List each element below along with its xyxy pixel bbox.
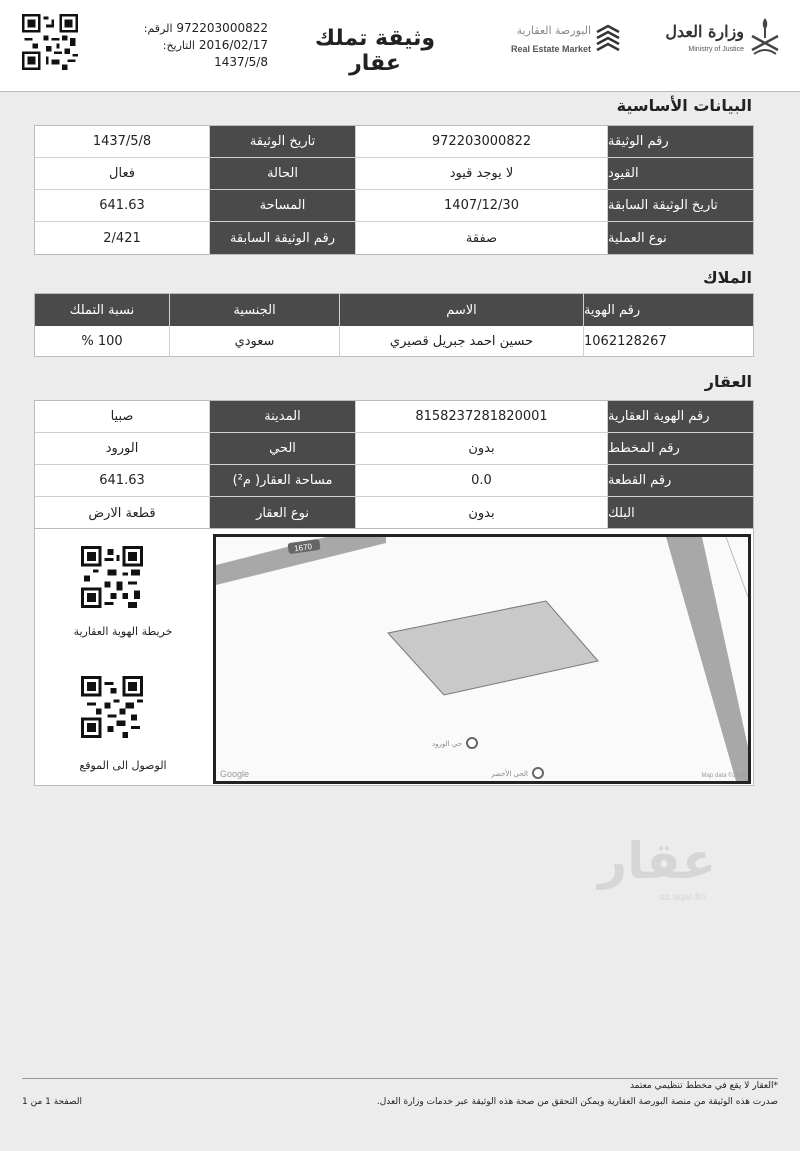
cell-value: فعال	[35, 158, 209, 189]
owner-nationality: سعودي	[169, 326, 339, 357]
google-attribution: Google	[220, 769, 250, 779]
owner-id: 1062128267	[583, 326, 753, 357]
market-logo-en: Real Estate Market	[510, 44, 591, 54]
document-meta	[128, 20, 268, 70]
cell-label: نوع العملية	[607, 222, 753, 254]
aqar-watermark	[586, 832, 716, 912]
date-gregorian: 2016/02/17	[198, 38, 268, 52]
map-data-attribution: Map data ©2016	[701, 773, 746, 779]
document-title: وثيقة تملك عقار	[314, 26, 436, 76]
column-header: رقم الهوية	[583, 294, 753, 326]
moj-logo-en: Ministry of Justice	[688, 46, 744, 53]
cell-value: قطعة الارض	[35, 497, 209, 529]
table-header-row	[35, 294, 753, 326]
cell-label: مساحة العقار( م²)	[209, 465, 355, 496]
cell-label: رقم الوثيقة	[607, 126, 753, 157]
market-logo-ar: البورصة العقارية	[516, 24, 591, 37]
table-row	[35, 465, 753, 497]
cell-value: لا يوجد قيود	[355, 158, 607, 189]
footer-note: صدرت هذه الوثيقة من منصة البورصة العقارية ويمكن التحقق من صحة هذه الوثيقة عبر خدمات وزارة العدل.	[376, 1097, 778, 1107]
basic-data-title: البيانات الأساسية	[616, 96, 752, 115]
property-map[interactable]	[213, 534, 751, 784]
table-row	[35, 190, 753, 222]
owner-name: حسين احمد جبريل قصيري	[339, 326, 583, 357]
property-title: العقار	[704, 372, 752, 391]
market-logo-icon	[595, 22, 621, 58]
location-qr-code[interactable]	[81, 675, 143, 739]
column-header: نسبة التملك	[69, 302, 135, 318]
qr-sidebar	[35, 529, 211, 787]
cell-label: رقم الهوية العقارية	[607, 401, 753, 432]
property-table	[34, 400, 754, 530]
date-hijri: 1437/5/8	[214, 55, 268, 69]
cell-value: 2/421	[35, 222, 209, 254]
cell-value: بدون	[355, 433, 607, 464]
number-label: الرقم:	[143, 22, 173, 35]
watermark-en: sa.aqar.fm	[659, 892, 706, 903]
map-qr-label: خريطة الهوية العقارية	[73, 625, 173, 638]
page-number: الصفحة 1 من 1	[22, 1097, 82, 1107]
moj-logo-ar: وزارة العدل	[665, 22, 744, 41]
table-row	[35, 497, 753, 529]
cell-label: القيود	[607, 158, 753, 189]
date-label: التاريخ:	[162, 39, 195, 52]
cell-value: 1437/5/8	[35, 126, 209, 157]
column-header: الجنسية	[169, 294, 339, 326]
cell-label: تاريخ الوثيقة	[209, 126, 355, 157]
cell-label: تاريخ الوثيقة السابقة	[607, 190, 753, 221]
cell-label: الحي	[209, 433, 355, 464]
cell-value: 641.63	[35, 190, 209, 221]
cell-label: نوع العقار	[209, 497, 355, 529]
place-marker-icon	[467, 738, 477, 748]
cell-label: الحالة	[209, 158, 355, 189]
number-value: 972203000822	[176, 21, 268, 35]
watermark-ar: عقار	[598, 832, 716, 890]
document-footer	[22, 1078, 778, 1107]
property-map-section	[34, 528, 754, 786]
header-qr-code[interactable]	[22, 14, 78, 76]
cell-value: صبيا	[35, 401, 209, 432]
cell-value: الورود	[35, 433, 209, 464]
cell-label: رقم القطعة	[607, 465, 753, 496]
place-name: الحي الأخضر	[491, 770, 528, 778]
cell-value: بدون	[355, 497, 607, 529]
cell-value: 8158237281820001	[355, 401, 607, 432]
place-name: حي الورود	[432, 740, 462, 748]
cell-value: 641.63	[35, 465, 209, 496]
cell-label: رقم المخطط	[607, 433, 753, 464]
table-row	[35, 401, 753, 433]
map-qr-code[interactable]	[81, 545, 143, 609]
saudi-emblem-icon	[748, 16, 782, 56]
table-row	[35, 326, 753, 357]
real-estate-market-logo	[506, 18, 621, 62]
owners-title: الملاك	[702, 268, 752, 287]
table-row	[35, 433, 753, 465]
basic-data-table	[34, 125, 754, 255]
road-label: 1670	[293, 541, 313, 554]
cell-label: المدينة	[209, 401, 355, 432]
place-marker-icon	[533, 768, 543, 778]
column-header: الاسم	[339, 294, 583, 326]
table-row	[35, 126, 753, 158]
table-row	[35, 158, 753, 190]
location-qr-label: الوصول الى الموقع	[79, 759, 167, 772]
cell-value: صفقة	[355, 222, 607, 254]
cell-label: رقم الوثيقة السابقة	[209, 222, 355, 254]
table-row	[35, 222, 753, 254]
cell-label: المساحة	[209, 190, 355, 221]
cell-label: البلك	[607, 497, 753, 529]
cell-value: 972203000822	[355, 126, 607, 157]
document-header	[0, 0, 800, 92]
ministry-of-justice-logo	[652, 14, 782, 64]
owner-share: 100 %	[81, 334, 123, 349]
cell-value: 0.0	[355, 465, 607, 496]
footer-note: *العقار لا يقع في مخطط تنظيمي معتمد	[629, 1081, 778, 1091]
cell-value: 1407/12/30	[355, 190, 607, 221]
owners-table	[34, 293, 754, 357]
